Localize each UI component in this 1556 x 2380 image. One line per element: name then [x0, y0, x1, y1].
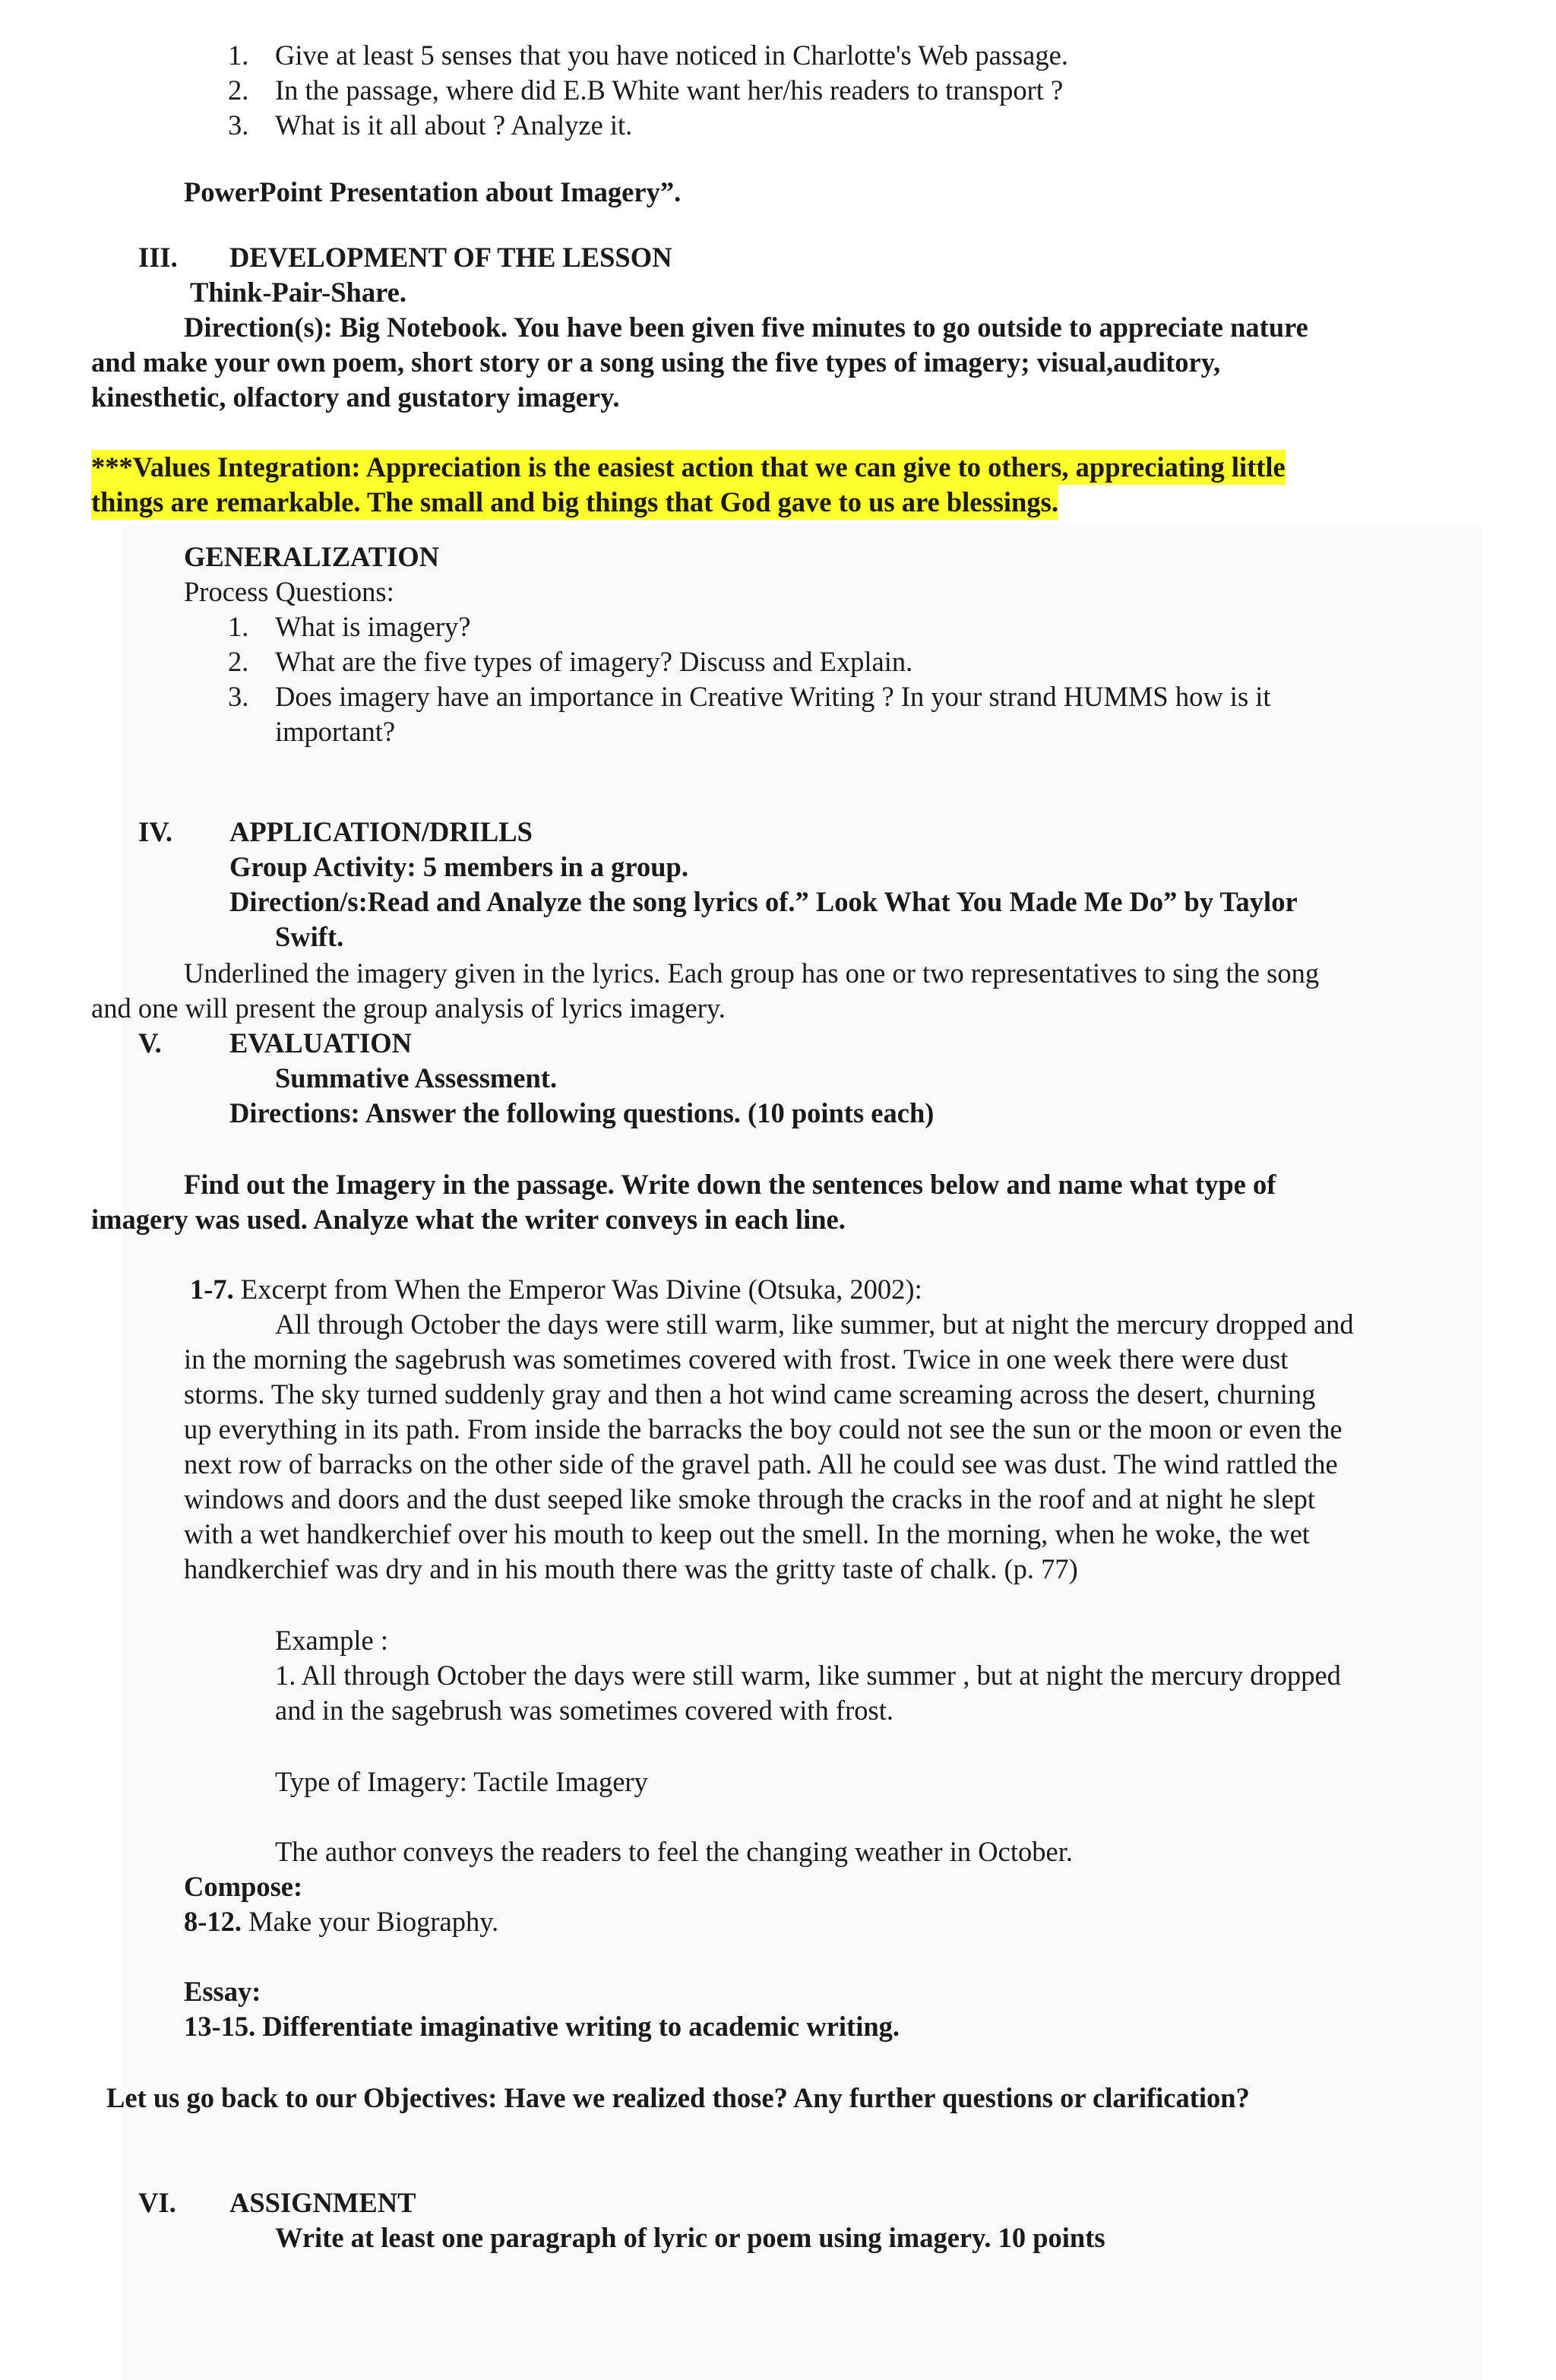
list-item: What is imagery?: [275, 611, 471, 642]
list-number: 1.: [228, 611, 249, 642]
excerpt-line: handkerchief was dry and in his mouth there was the gritty taste of chalk. (p. 77): [184, 1553, 1078, 1584]
excerpt-line: with a wet handkerchief over his mouth to keep out the smell. In the morning, when he woke, the wet: [184, 1518, 1310, 1549]
process-questions-label: Process Questions:: [184, 576, 394, 607]
excerpt-line: windows and doors and the dust seeped like smoke through the cracks in the roof and at night he slept: [184, 1483, 1316, 1514]
list-number: 3.: [228, 681, 249, 712]
list-item: Does imagery have an importance in Creative Writing ? In your strand HUMMS how is it: [275, 681, 1271, 712]
example-conveys: The author conveys the readers to feel the changing weather in October.: [275, 1836, 1073, 1867]
essay-line: 13-15. Differentiate imaginative writing to academic writing.: [184, 2011, 900, 2042]
section-numeral: III.: [138, 242, 178, 273]
list-number: 3.: [228, 109, 249, 141]
group-activity: Group Activity: 5 members in a group.: [229, 851, 688, 882]
section-heading-evaluation: EVALUATION: [229, 1027, 413, 1059]
direction-line: Direction(s): Big Notebook. You have been given five minutes to go outside to appreciate nature: [184, 312, 1308, 343]
example-line: and in the sagebrush was sometimes covered with frost.: [275, 1695, 893, 1726]
list-item: What are the five types of imagery? Discuss and Explain.: [275, 646, 913, 677]
summative-assessment: Summative Assessment.: [275, 1062, 558, 1093]
section-heading-application: APPLICATION/DRILLS: [229, 816, 533, 847]
excerpt-line: All through October the days were still warm, like summer, but at night the mercury dropped and: [275, 1309, 1354, 1340]
section-numeral: IV.: [138, 816, 172, 847]
values-integration: things are remarkable. The small and big things that God gave to us are blessings.: [91, 485, 1058, 520]
excerpt-heading: [190, 1272, 922, 1307]
essay-label: Essay:: [184, 1976, 261, 2007]
example-label: Example :: [275, 1625, 388, 1656]
example-line: 1. All through October the days were still warm, like summer , but at night the mercury dropped: [275, 1660, 1341, 1691]
excerpt-line: up everything in its path. From inside the barracks the boy could not see the sun or the moon or even the: [184, 1413, 1343, 1445]
list-item: Give at least 5 senses that you have noticed in Charlotte's Web passage.: [275, 40, 1068, 71]
list-item: In the passage, where did E.B White want her/his readers to transport ?: [275, 74, 1064, 106]
find-instruction: imagery was used. Analyze what the writer conveys in each line.: [91, 1204, 846, 1235]
section-heading-development: DEVELOPMENT OF THE LESSON: [229, 242, 672, 273]
objectives-question: Let us go back to our Objectives: Have we realized those? Any further questions or clarification?: [106, 2082, 1250, 2113]
section-heading-assignment: ASSIGNMENT: [229, 2187, 416, 2218]
list-number: 2.: [228, 74, 249, 106]
direction-line: Swift.: [275, 921, 344, 952]
direction-line: Direction/s:Read and Analyze the song lyrics of.” Look What You Made Me Do” by Taylor: [229, 886, 1298, 917]
evaluation-directions: Directions: Answer the following questions. (10 points each): [229, 1097, 935, 1128]
example-type: Type of Imagery: Tactile Imagery: [275, 1766, 648, 1797]
list-number: 1.: [228, 40, 249, 71]
list-number: 2.: [228, 646, 249, 677]
values-integration: ***Values Integration: Appreciation is the easiest action that we can give to others, appreciating little: [91, 450, 1286, 485]
list-item: What is it all about ? Analyze it.: [275, 109, 633, 141]
excerpt-line: storms. The sky turned suddenly gray and then a hot wind came screaming across the desert, churning: [184, 1378, 1316, 1410]
list-item: important?: [275, 716, 396, 747]
find-instruction: Find out the Imagery in the passage. Write down the sentences below and name what type of: [184, 1169, 1276, 1200]
compose-line: [184, 1904, 498, 1939]
compose-text: Make your Biography.: [248, 1906, 499, 1937]
direction-line: kinesthetic, olfactory and gustatory imagery.: [91, 381, 620, 413]
section-numeral: V.: [138, 1027, 162, 1059]
section-numeral: VI.: [138, 2187, 176, 2218]
compose-label: Compose:: [184, 1871, 303, 1902]
ppt-line: PowerPoint Presentation about Imagery”.: [184, 176, 682, 207]
excerpt-line: next row of barracks on the other side of the gravel path. All he could see was dust. The wind rattled the: [184, 1448, 1338, 1480]
direction-line: and make your own poem, short story or a song using the five types of imagery; visual,auditory,: [91, 347, 1221, 378]
excerpt-line: in the morning the sagebrush was sometimes covered with frost. Twice in one week there were dust: [184, 1343, 1289, 1375]
assignment-text: Write at least one paragraph of lyric or poem using imagery. 10 points: [275, 2222, 1105, 2253]
excerpt-number: 1-7.: [190, 1274, 234, 1305]
instruction-line: and one will present the group analysis of lyrics imagery.: [91, 992, 726, 1024]
instruction-line: Underlined the imagery given in the lyrics. Each group has one or two representatives to sing the song: [184, 957, 1320, 989]
section-heading-generalization: GENERALIZATION: [184, 541, 440, 572]
compose-number: 8-12.: [184, 1906, 242, 1937]
think-pair-share: Think-Pair-Share.: [190, 277, 406, 308]
excerpt-title: Excerpt from When the Emperor Was Divine (Otsuka, 2002):: [240, 1274, 922, 1305]
